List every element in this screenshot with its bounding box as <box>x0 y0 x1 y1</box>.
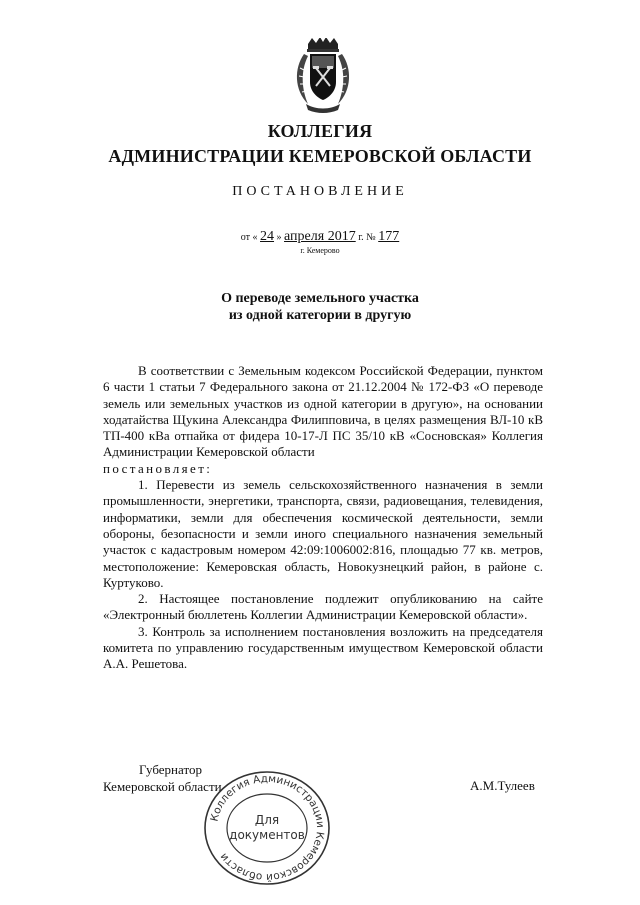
document-title <box>0 290 640 324</box>
date-line <box>0 229 640 245</box>
decree-word: постановляет: <box>103 460 213 476</box>
position-line2: Кемеровской области <box>103 779 222 794</box>
date-prefix: от « <box>240 232 258 243</box>
document-number: 177 <box>378 229 400 244</box>
item-1: 1. Перевести из земель сельскохозяйственного назначения в земли промышленности, энергетики, транспорта, связи, радиовещания, телевидения, информатики, земли для обеспечения космической деятельности, земли обороны, безопасности и земли иного специального назначения земельный участок с кадастровым номером 42:09:1006002:816, площадью 77 кв. метров, местоположение: Кемеровская область, Новокузнецкий район, в районе с. Куртуково. <box>103 477 543 590</box>
title-line1: О переводе земельного участка <box>221 291 419 306</box>
date-day: 24 <box>260 229 275 244</box>
intro-paragraph: В соответствии с Земельным кодексом Российской Федерации, пунктом 6 части 1 статьи 7 Федерального закона от 21.12.2004 № 172-ФЗ «О переводе земель или земельных участков из одной категории в другую», на основании ходатайства Щукина Александра Филипповича, в целях размещения ВЛ-10 кВ ТП-400 кВа отпайка от фидера 10-17-Л ПС 35/10 кВ «Сосновская» Коллегия Администрации Кемеровской области <box>103 363 543 460</box>
date-year-suffix: г. № <box>358 232 376 243</box>
position-line1: Губернатор <box>139 762 202 777</box>
coat-of-arms-icon <box>294 38 352 114</box>
date-month-year: апреля 2017 <box>284 229 356 244</box>
title-line2: из одной категории в другую <box>228 308 412 323</box>
item-2: 2. Настоящее постановление подлежит опубликованию на сайте «Электронный бюллетень Коллегии Администрации Кемеровской области». <box>103 591 543 623</box>
signatory-name: А.М.Тулеев <box>470 778 535 793</box>
document-body <box>103 363 543 673</box>
item-3: 3. Контроль за исполнением постановления возложить на председателя комитета по управлению государственным имуществом Кемеровской области А.А. Решетова. <box>103 623 543 672</box>
stamp-ring-text: Коллегия Администрации Кемеровской области <box>208 772 327 884</box>
org-name-line2: АДМИНИСТРАЦИИ КЕМЕРОВСКОЙ ОБЛАСТИ <box>108 146 532 166</box>
stamp-center-line1: Для <box>254 813 280 827</box>
document-type: ПОСТАНОВЛЕНИЕ <box>232 184 408 199</box>
org-name-line1: КОЛЛЕГИЯ <box>267 121 373 141</box>
round-seal-stamp <box>198 768 336 888</box>
stamp-center-line2: документов <box>229 828 305 842</box>
city: г. Кемерово <box>300 246 340 255</box>
date-sep: » <box>276 232 282 243</box>
